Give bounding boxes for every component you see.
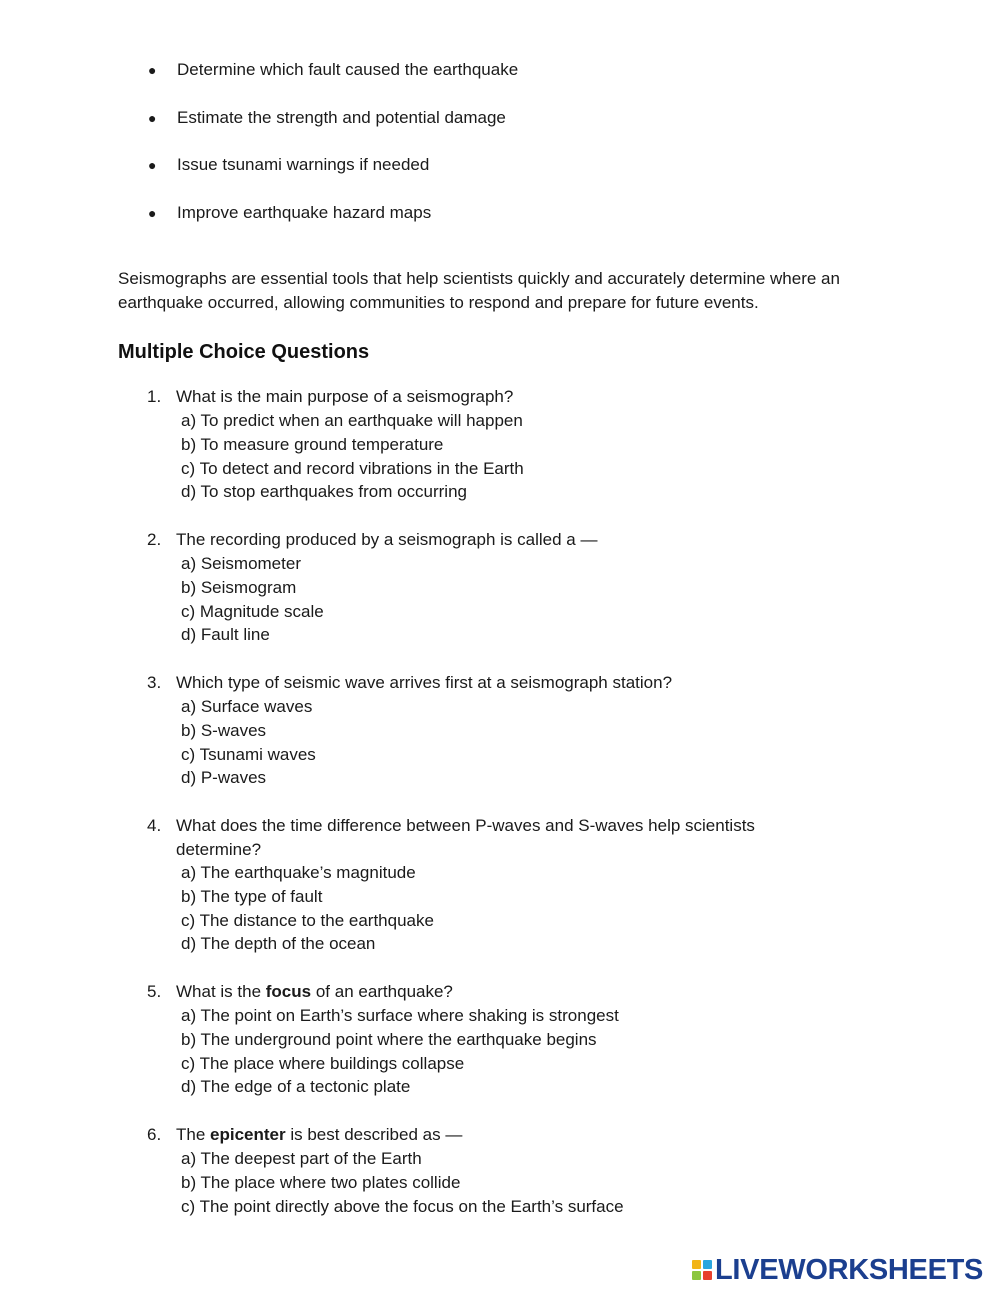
option-c[interactable]: c) The place where buildings collapse <box>181 1053 465 1073</box>
question-text: What is the main purpose of a seismograph? <box>176 387 514 406</box>
section-title: Multiple Choice Questions <box>118 341 370 363</box>
option-c[interactable]: c) The distance to the earthquake <box>181 910 434 930</box>
option-c[interactable]: c) Magnitude scale <box>181 601 324 621</box>
option-c[interactable]: c) The point directly above the focus on the Earth’s surface <box>181 1196 624 1216</box>
question-text-bold: focus <box>265 982 312 1001</box>
question-text: The recording produced by a seismograph is called a — <box>176 530 598 549</box>
option-a[interactable]: a) The deepest part of the Earth <box>181 1149 422 1168</box>
logo-square-icon <box>703 1260 712 1269</box>
option-list <box>181 552 324 647</box>
option-c[interactable]: c) To detect and record vibrations in the Earth <box>181 458 524 478</box>
question-text-before: The <box>176 1125 211 1144</box>
logo-mark-icon <box>692 1260 712 1280</box>
option-b[interactable]: b) The underground point where the earthquake begins <box>181 1029 597 1049</box>
option-d[interactable]: d) The depth of the ocean <box>181 934 376 954</box>
option-d[interactable]: d) The edge of a tectonic plate <box>181 1077 411 1097</box>
liveworksheets-logo[interactable] <box>692 1254 983 1286</box>
option-d[interactable]: d) Fault line <box>181 625 270 645</box>
bullet-icon: ● <box>148 109 157 126</box>
option-b[interactable]: b) The place where two plates collide <box>181 1172 461 1192</box>
bullet-icon: ● <box>148 157 157 173</box>
question-number: 2. <box>147 530 162 549</box>
option-b[interactable]: b) S-waves <box>181 720 267 740</box>
option-d[interactable]: d) To stop earthquakes from occurring <box>181 482 467 502</box>
option-a[interactable]: a) The earthquake’s magnitude <box>181 863 416 882</box>
option-list <box>181 1147 624 1218</box>
option-c[interactable]: c) Tsunami waves <box>181 744 316 764</box>
question-text <box>176 1123 816 1147</box>
question-text-bold: epicenter <box>210 1125 286 1144</box>
question-number: 3. <box>147 673 162 692</box>
logo-square-icon <box>703 1271 712 1280</box>
question-number: 1. <box>147 387 162 406</box>
question-text-after: of an earthquake? <box>311 982 453 1001</box>
option-list <box>181 409 524 504</box>
question-text: Which type of seismic wave arrives first at a seismograph station? <box>176 673 673 692</box>
option-a[interactable]: a) Surface waves <box>181 697 313 716</box>
option-a[interactable]: a) To predict when an earthquake will happen <box>181 411 523 430</box>
bullet-text: Determine which fault caused the earthquake <box>177 60 519 79</box>
option-b[interactable]: b) To measure ground temperature <box>181 434 444 454</box>
question-text <box>176 980 816 1004</box>
question-number: 5. <box>147 982 162 1001</box>
question-text: What does the time difference between P-waves and S-waves help scientists determine? <box>176 816 755 859</box>
option-a[interactable]: a) The point on Earth’s surface where shaking is strongest <box>181 1006 619 1025</box>
bullet-icon: ● <box>148 62 157 78</box>
option-list <box>181 861 434 956</box>
question-number: 4. <box>147 816 162 835</box>
option-b[interactable]: b) The type of fault <box>181 886 323 906</box>
logo-text: LIVEWORKSHEETS <box>715 1254 984 1286</box>
option-list <box>181 1004 619 1099</box>
bullet-text: Estimate the strength and potential damage <box>177 107 506 127</box>
option-b[interactable]: b) Seismogram <box>181 577 297 597</box>
option-a[interactable]: a) Seismometer <box>181 554 301 573</box>
logo-square-icon <box>692 1271 701 1280</box>
question-text-after: is best described as — <box>285 1125 463 1144</box>
option-list <box>181 695 316 790</box>
logo-square-icon <box>692 1260 701 1269</box>
bullet-text: Issue tsunami warnings if needed <box>177 155 430 174</box>
bullet-icon: ● <box>148 204 157 221</box>
option-d[interactable]: d) P-waves <box>181 768 267 788</box>
question-number: 6. <box>147 1125 162 1144</box>
summary-paragraph: Seismographs are essential tools that help scientists quickly and accurately determine where an earthquake occurred, allowing communities to respond and prepare for future events. <box>118 269 840 312</box>
bullet-text: Improve earthquake hazard maps <box>177 202 432 222</box>
question-text-before: What is the <box>176 982 266 1001</box>
